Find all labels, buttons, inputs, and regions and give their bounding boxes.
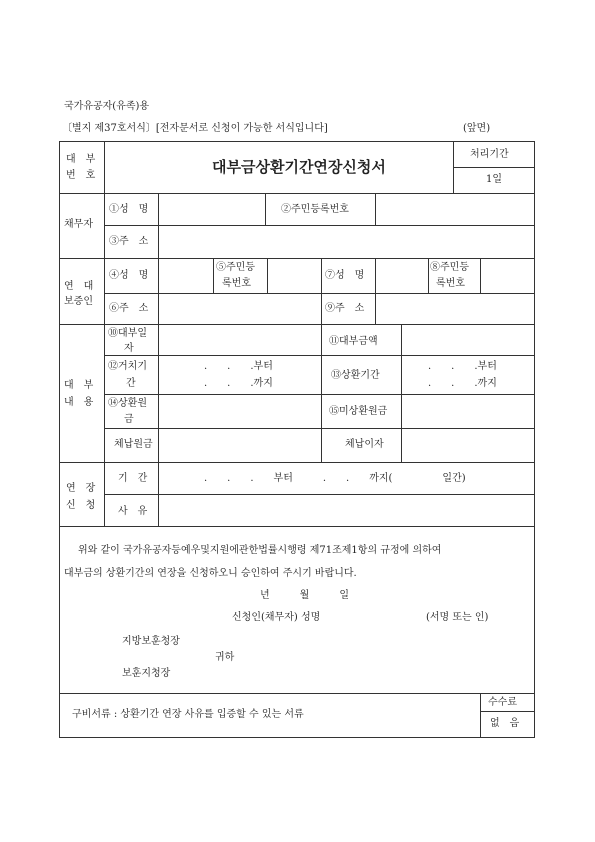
debtor-name-label: ①성 명 bbox=[109, 204, 149, 215]
loan-number-label: 대 부 bbox=[66, 154, 96, 165]
guarantor2-rrn-label-2: 록번호 bbox=[436, 278, 465, 289]
loan-details-label-2: 내 용 bbox=[64, 397, 94, 408]
page-side: (앞면) bbox=[463, 123, 491, 134]
debtor-name-field[interactable] bbox=[160, 195, 263, 223]
deferment-to: . . .까지 bbox=[204, 378, 273, 389]
form-category: 국가유공자(유족)용 bbox=[64, 101, 150, 112]
repayment-to: . . .까지 bbox=[428, 378, 497, 389]
unpaid-principal-label: ⑮미상환원금 bbox=[329, 406, 388, 417]
guarantor-label-2: 보증인 bbox=[64, 296, 93, 307]
processing-period-label: 처리기간 bbox=[470, 149, 509, 160]
fee-value: 없 음 bbox=[490, 718, 520, 729]
guarantor1-name-label: ④성 명 bbox=[109, 270, 149, 281]
guarantor1-address-label: ⑥주 소 bbox=[109, 303, 149, 314]
loan-date-label-2: 자 bbox=[124, 343, 134, 354]
recipient-regional: 지방보훈청장 bbox=[122, 636, 180, 647]
repayment-period-label: ⑬상환기간 bbox=[331, 370, 380, 381]
recipient-branch: 보훈지청장 bbox=[122, 668, 171, 679]
arrears-interest-label: 체납이자 bbox=[345, 439, 384, 450]
guarantor1-rrn-label-2: 록번호 bbox=[222, 278, 251, 289]
debtor-address-label: ③주 소 bbox=[109, 236, 149, 247]
deferment-label-2: 간 bbox=[126, 378, 136, 389]
guarantor1-rrn-label: ⑤주민등 bbox=[216, 262, 255, 273]
fee-label: 수수료 bbox=[488, 697, 517, 708]
deferment-label: ⑫거치기 bbox=[108, 361, 147, 372]
extension-period-value: . . . 부터 . . 까지( 일간) bbox=[204, 473, 466, 484]
form-title: 대부금상환기간연장신청서 bbox=[212, 158, 386, 176]
guarantor2-name-label: ⑦성 명 bbox=[325, 270, 365, 281]
loan-date-label: ⑩대부일 bbox=[108, 328, 147, 339]
loan-number-label-2: 번 호 bbox=[66, 170, 96, 181]
guarantor-label: 연 대 bbox=[64, 281, 94, 292]
deferment-from: . . .부터 bbox=[204, 361, 273, 372]
extension-label: 연 장 bbox=[66, 483, 96, 494]
loan-details-label: 대 부 bbox=[64, 380, 94, 391]
form-number: 〔별지 제37호서식〕[전자문서로 신청이 가능한 서식입니다] bbox=[62, 123, 328, 134]
extension-reason-field[interactable] bbox=[160, 496, 532, 524]
repaid-principal-label: ⑭상환원 bbox=[108, 398, 147, 409]
extension-label-2: 신 청 bbox=[66, 500, 96, 511]
debtor-rrn-label: ②주민등록번호 bbox=[281, 204, 349, 215]
debtor-address-field[interactable] bbox=[160, 227, 532, 256]
debtor-rrn-field[interactable] bbox=[377, 195, 532, 223]
debtor-label: 채무자 bbox=[64, 219, 93, 230]
guarantor2-rrn-label: ⑧주민등 bbox=[430, 262, 469, 273]
repaid-principal-label-2: 금 bbox=[124, 414, 134, 425]
recipient-honorific: 귀하 bbox=[215, 652, 235, 663]
guarantor2-address-label: ⑨주 소 bbox=[325, 303, 365, 314]
loan-amount-label: ⑪대부금액 bbox=[329, 336, 378, 347]
extension-reason-label: 사 유 bbox=[118, 506, 148, 517]
applicant-label: 신청인(채무자) 성명 bbox=[232, 612, 321, 623]
date-line: 년 월 일 bbox=[260, 590, 349, 601]
statement-line-1: 위와 같이 국가유공자등예우및지원에관한법률시행령 제71조제1항의 규정에 의하여 bbox=[78, 545, 442, 556]
signature-label: (서명 또는 인) bbox=[426, 612, 489, 623]
required-documents: 구비서류 : 상환기간 연장 사유를 입증할 수 있는 서류 bbox=[72, 709, 304, 720]
arrears-principal-label: 체납원금 bbox=[114, 439, 153, 450]
extension-period-label: 기 간 bbox=[118, 473, 148, 484]
processing-period-value: 1일 bbox=[486, 174, 503, 185]
repayment-from: . . .부터 bbox=[428, 361, 497, 372]
statement-line-2: 대부금의 상환기간의 연장을 신청하오니 승인하여 주시기 바랍니다. bbox=[64, 568, 357, 579]
